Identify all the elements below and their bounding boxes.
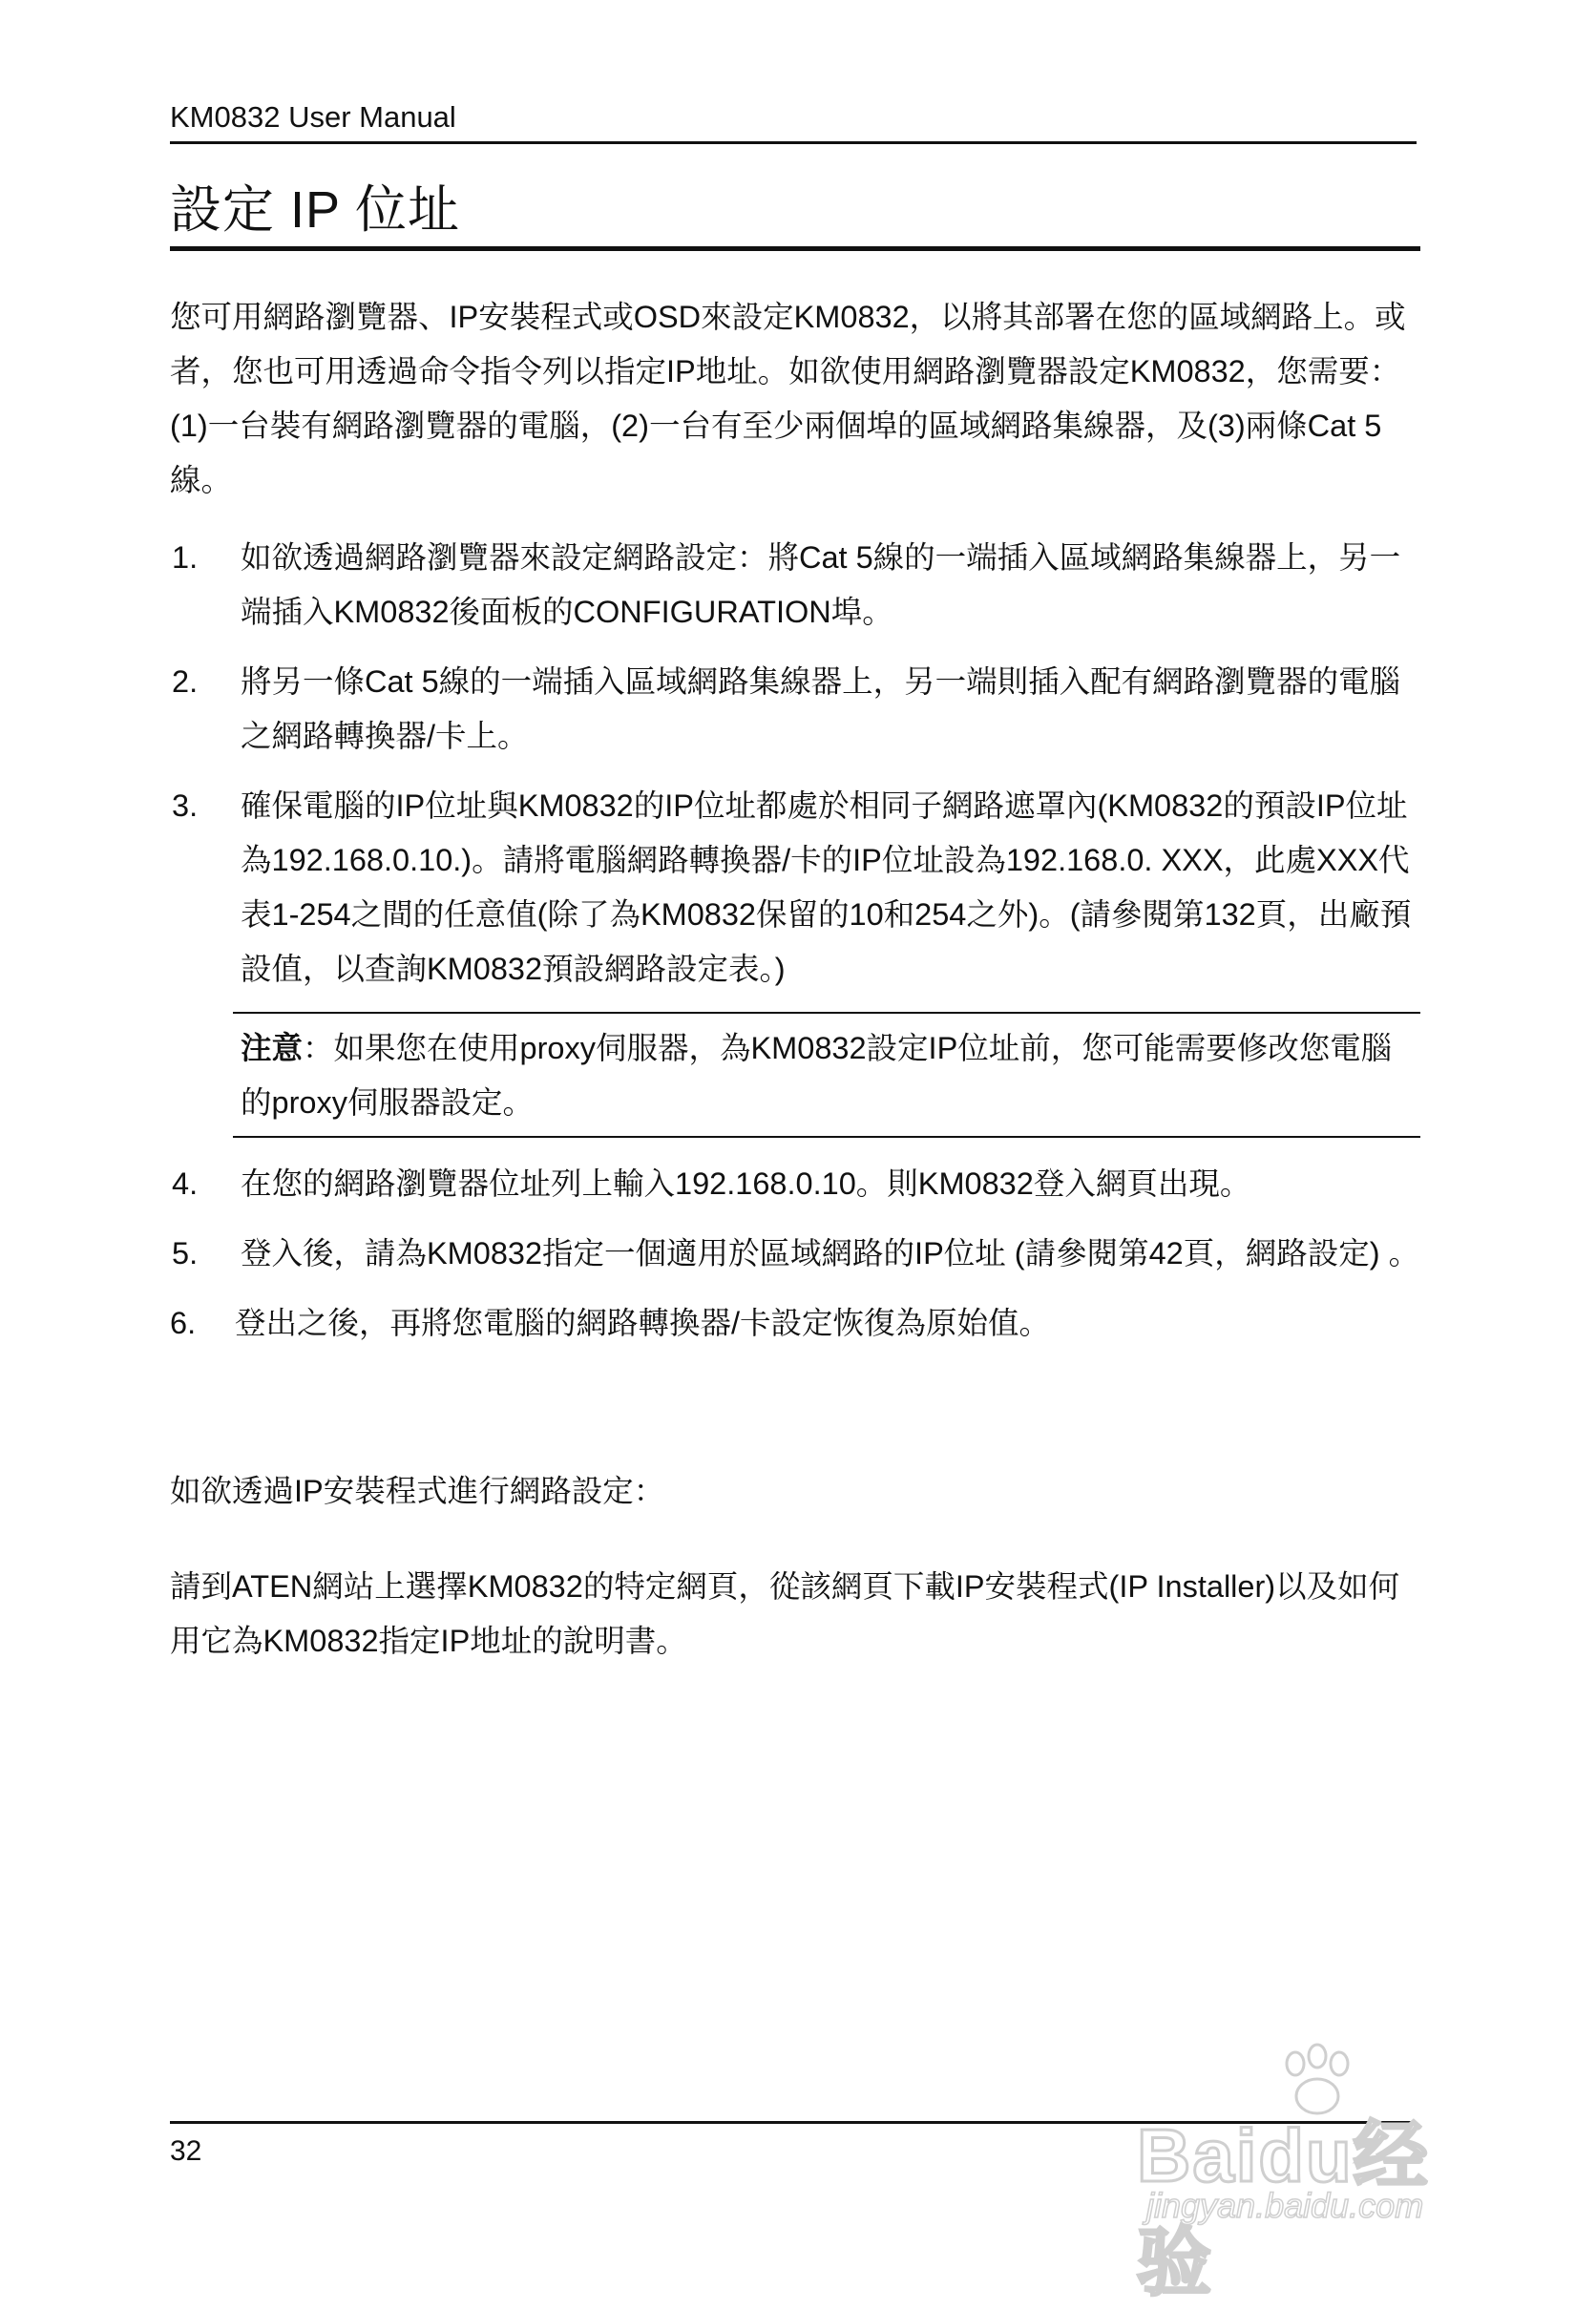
note-text: ：如果您在使用proxy伺服器，為KM0832設定IP位址前，您可能需要修改您電腦的proxy伺服器設定。: [241, 1031, 1393, 1120]
ip-installer-intro: 如欲透過IP安裝程式進行網路設定：: [170, 1474, 665, 1508]
baidu-watermark: [1131, 2043, 1494, 2304]
note-label: 注意: [241, 1031, 304, 1065]
step-text: 將另一條Cat 5線的一端插入區域網路集線器上，另一端則插入配有網路瀏覽器的電腦之網路轉換器/卡上。: [241, 664, 1401, 753]
intro-paragraph: 您可用網路瀏覽器、IP安裝程式或OSD來設定KM0832，以將其部署在您的區域網路上。或者，您也可用透過命令指令列以指定IP地址。如欲使用網路瀏覽器設定KM0832，您需要：(1)一台裝有網路瀏覽器的電腦，(2)一台有至少兩個埠的區域網路集線器，及(3)兩條Cat 5線。: [170, 300, 1406, 497]
list-item: [170, 655, 1420, 764]
step-text: 如欲透過網路瀏覽器來設定網路設定：將Cat 5線的一端插入區域網路集線器上，另一端插入KM0832後面板的CONFIGURATION埠。: [241, 540, 1401, 629]
step-number: 5.: [172, 1236, 199, 1270]
list-item: [170, 1296, 1420, 1351]
page-number: 32: [170, 2121, 1417, 2168]
step-text: 在您的網路瀏覽器位址列上輸入192.168.0.10。則KM0832登入網頁出現。: [241, 1166, 1251, 1201]
step-text: 確保電腦的IP位址與KM0832的IP位址都處於相同子網路遮罩內(KM0832的預設IP位址為192.168.0.10.)。請將電腦網路轉換器/卡的IP位址設為192.168.0. XXX，此處XXX代表1-254之間的任意值(除了為KM0832保留的10和254之外)。(請參閱第132頁，出廠預設值，以查詢KM0832預設網路設定表。): [241, 788, 1412, 986]
page-title: 設定 IP 位址: [170, 178, 1420, 251]
steps-list: [170, 531, 1420, 1366]
list-item: [170, 779, 1420, 997]
list-item: [170, 1227, 1420, 1281]
list-item: [170, 531, 1420, 640]
watermark-brand: Baidu经验: [1137, 2113, 1430, 2304]
download-paragraph: 請到ATEN網站上選擇KM0832的特定網頁，從該網頁下載IP安裝程式(IP Installer)以及如何用它為KM0832指定IP地址的說明書。: [170, 1569, 1400, 1658]
step-text: 登入後，請為KM0832指定一個適用於區域網路的IP位址 (請參閱第42頁，網路設定) 。: [241, 1236, 1420, 1270]
step-number: 4.: [172, 1166, 199, 1201]
step-number: 3.: [172, 788, 199, 823]
watermark-url: jingyan.baidu.com: [1146, 2186, 1424, 2225]
running-header: KM0832 User Manual: [170, 99, 1417, 144]
step-text: 登出之後，再將您電腦的網路轉換器/卡設定恢復為原始值。: [235, 1306, 1051, 1340]
step-number: 6.: [170, 1306, 197, 1340]
step-number: 2.: [172, 664, 199, 699]
step-number: 1.: [172, 540, 199, 575]
note-box: [233, 1012, 1420, 1138]
list-item: [170, 1157, 1420, 1211]
